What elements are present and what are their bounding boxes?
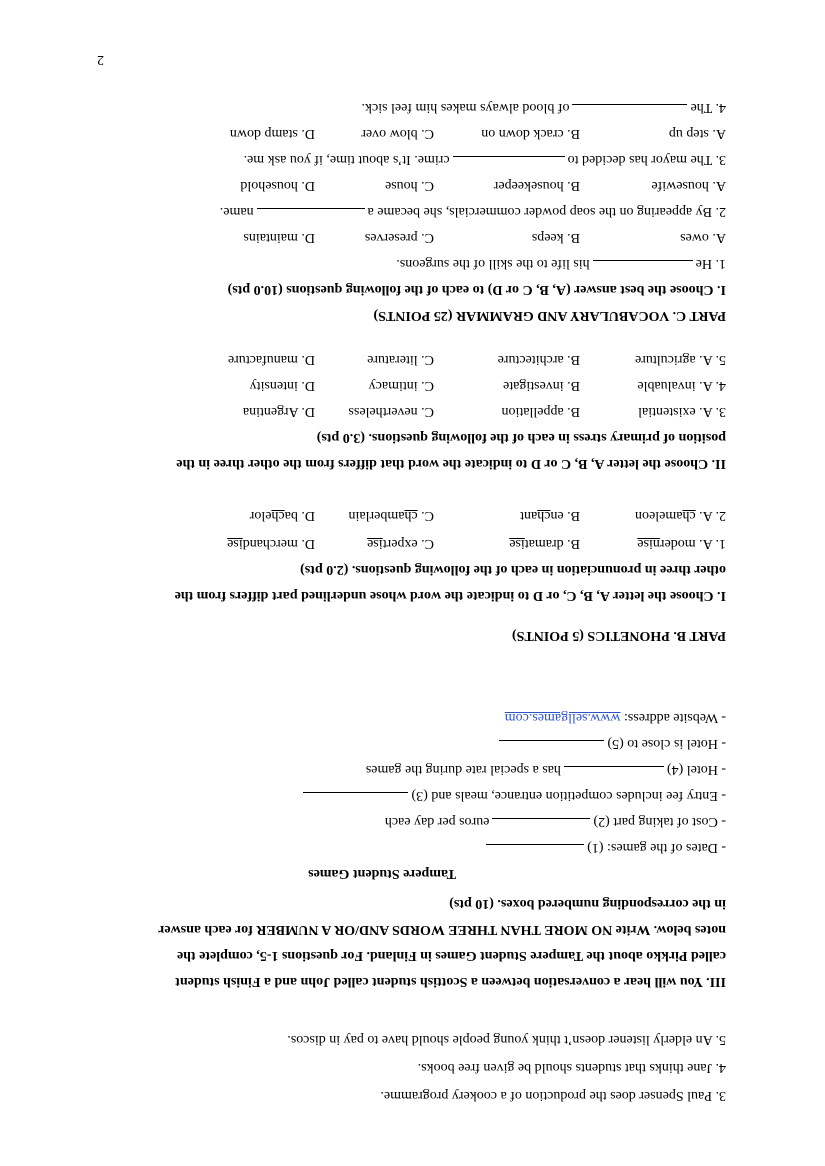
notes-title: Tampere Student Games bbox=[308, 866, 456, 881]
question-row bbox=[220, 172, 726, 198]
note-line: - Hotel (4)has a special rate during the games bbox=[301, 756, 727, 782]
answer-option: D. Argentina bbox=[242, 404, 315, 419]
answer-option: D. maintains bbox=[243, 230, 315, 245]
question-row bbox=[220, 120, 726, 146]
phonetics-q1-heading: I. Choose the letter A, B, C, or D to indicate the word whose underlined part differs from the other three in pronunciation in each of the following questions. (2.0 pts) bbox=[174, 562, 726, 603]
answer-option: C. nevertheless bbox=[348, 404, 434, 419]
answer-option: A. step up bbox=[668, 126, 726, 141]
answer-option: C. intimacy bbox=[368, 378, 434, 393]
phonetics-q1-items bbox=[227, 502, 726, 556]
statement: 3. Paul Spenser does the production of a cookery programme. bbox=[380, 1088, 726, 1103]
question-stem: 1. Hehis life to the skill of the surgeons. bbox=[220, 250, 726, 276]
answer-blank bbox=[593, 260, 693, 276]
note-line: - Cost of taking part (2)euros per day each bbox=[301, 808, 727, 834]
answer-option: C. blow over bbox=[361, 126, 434, 141]
section-3-heading: III. You will hear a conversation between a Scottish student called John and a Finish student called Pirkko about the Tampere Student Games in Finland. For questions 1-5, complete the notes below. Write NO MORE THAN THREE WORDS AND/OR A NUMBER for each answer in the corresponding numbered boxes. (10 pts) bbox=[158, 896, 726, 989]
note-line: - Hotel is close to (5) bbox=[301, 730, 727, 756]
question-row bbox=[228, 398, 726, 424]
answer-option: 3. A. existential bbox=[638, 404, 726, 419]
answer-option: C. house bbox=[385, 178, 434, 193]
question-stem: 2. By appearing on the soap powder commercials, she became aname. bbox=[220, 198, 726, 224]
part-c-title: PART C. VOCABULARY AND GRAMMAR (25 POINTS) bbox=[373, 308, 726, 323]
question-row bbox=[227, 530, 726, 556]
answer-option: B. enchant bbox=[520, 508, 580, 523]
answer-option: D. household bbox=[240, 178, 315, 193]
answer-option: D. manufacture bbox=[227, 352, 315, 367]
statement: 5. An elderly listener doesn’t think young people should have to pay in discos. bbox=[287, 1032, 726, 1047]
answer-option: A. housewife bbox=[651, 178, 726, 193]
answer-option: C. expertise bbox=[367, 536, 434, 551]
question-row bbox=[228, 372, 726, 398]
answer-option: C. preserves bbox=[364, 230, 434, 245]
part-b-title: PART B. PHONETICS (5 POINTS) bbox=[511, 628, 726, 643]
answer-blank bbox=[564, 766, 664, 782]
phonetics-q2-items bbox=[228, 346, 726, 424]
answer-option: C. literature bbox=[367, 352, 434, 367]
answer-blank bbox=[572, 104, 687, 120]
answer-option: D. intensity bbox=[249, 378, 315, 393]
answer-option: D. bachelor bbox=[249, 508, 315, 523]
question-stem: 4. Theof blood always makes him feel sick. bbox=[220, 94, 726, 120]
answer-blank bbox=[304, 792, 409, 808]
answer-blank bbox=[257, 208, 365, 224]
answer-option: C. chamberlain bbox=[348, 508, 434, 523]
answer-option: 4. A. invaluable bbox=[637, 378, 726, 393]
note-line: - Website address: www.sellgames.com bbox=[504, 710, 726, 725]
answer-option: B. investigate bbox=[503, 378, 580, 393]
vocab-heading: I. Choose the best answer (A, B, C or D) to each of the following questions (10.0 pts) bbox=[227, 282, 726, 297]
note-line: - Dates of the games: (1) bbox=[301, 834, 727, 860]
phonetics-q2-heading: II. Choose the letter A, B, C or D to indicate the word that differs from the other three in the position of primary stress in each of the following questions. (3.0 pts) bbox=[176, 430, 726, 471]
page-number: 2 bbox=[97, 52, 104, 67]
answer-option: D. merchandise bbox=[227, 536, 315, 551]
answer-blank bbox=[486, 844, 584, 860]
answer-option: B. dramatise bbox=[509, 536, 580, 551]
answer-option: B. architecture bbox=[497, 352, 580, 367]
statement: 4. Jane thinks that students should be given free books. bbox=[417, 1060, 726, 1075]
question-row bbox=[228, 346, 726, 372]
answer-option: 2. A. chameleon bbox=[635, 508, 726, 523]
answer-blank bbox=[492, 818, 590, 834]
answer-option: 1. A. modernise bbox=[637, 536, 726, 551]
statement-list bbox=[287, 1026, 726, 1108]
answer-option: B. housekeeper bbox=[493, 178, 580, 193]
answer-option: A. owes bbox=[680, 230, 726, 245]
website-link[interactable]: www.sellgames.com bbox=[504, 710, 621, 725]
answer-option: B. appellation bbox=[501, 404, 580, 419]
answer-option: B. keeps bbox=[531, 230, 580, 245]
answer-blank bbox=[499, 740, 604, 756]
answer-option: D. stamp down bbox=[229, 126, 315, 141]
note-line: - Entry fee includes competition entrance, meals and (3) bbox=[301, 782, 727, 808]
vocab-questions bbox=[220, 94, 726, 276]
question-row bbox=[227, 502, 726, 528]
answer-option: 5. A. agriculture bbox=[635, 352, 726, 367]
answer-blank bbox=[453, 156, 565, 172]
question-stem: 3. The mayor has decided tocrime. It’s about time, if you ask me. bbox=[220, 146, 726, 172]
notes-list bbox=[301, 704, 727, 860]
question-row bbox=[220, 224, 726, 250]
answer-option: B. crack down on bbox=[481, 126, 580, 141]
